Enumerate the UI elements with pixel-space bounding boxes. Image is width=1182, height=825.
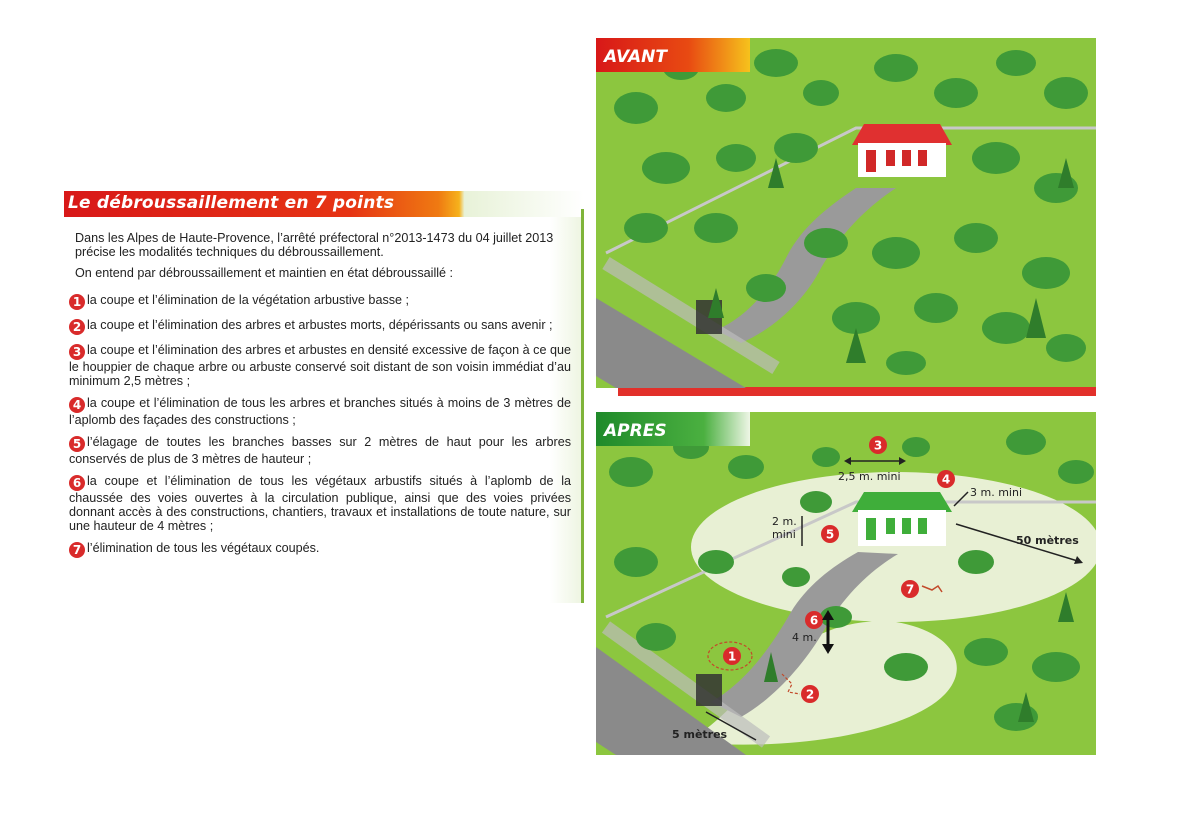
road-clearance-label: 4 m. [792, 631, 817, 644]
point-number-badge: 3 [69, 344, 85, 360]
point-item-6 [68, 474, 571, 533]
badge-5-text: 5 [825, 527, 835, 542]
house-window [918, 150, 927, 166]
avant-scene-svg [596, 38, 1096, 398]
panel-edge-line [581, 209, 584, 603]
house-window [886, 518, 895, 534]
badge-1-text: 1 [727, 649, 737, 664]
point-number-badge: 6 [69, 475, 85, 491]
point-item-7 [68, 541, 571, 558]
point-text: la coupe et l’élimination de tous les arbres et branches situés à moins de 3 mètres de l’aplomb des façades des constructions ; [69, 396, 571, 427]
bottom-red-bar [618, 387, 1096, 396]
avant-label: AVANT [604, 47, 667, 67]
point-number-badge: 1 [69, 294, 85, 310]
point-item-1 [68, 293, 571, 310]
house-window [902, 518, 911, 534]
badge-2-text: 2 [805, 687, 815, 702]
apres-label-banner [596, 412, 750, 446]
point-number-badge: 5 [69, 436, 85, 452]
house-door [866, 518, 876, 540]
spacing-label: 2,5 m. mini [838, 470, 901, 483]
panel-title: Le débroussaillement en 7 points [68, 193, 395, 213]
house-window [918, 518, 927, 534]
badge-3-text: 3 [873, 438, 883, 453]
point-text: l’élimination de tous les végétaux coupés. [87, 541, 320, 555]
panel-title-banner [64, 191, 584, 217]
point-text: la coupe et l’élimination des arbres et arbustes en densité excessive de façon à ce que le houppier de chaque arbre ou arbuste conservé soit distant de son voisin immédiat d’au minimum 2,5 mètres ; [69, 343, 571, 388]
apres-scene-svg [596, 412, 1096, 755]
avant-illustration [596, 38, 1096, 398]
point-number-badge: 4 [69, 397, 85, 413]
point-text: la coupe et l’élimination de tous les végétaux arbustifs situés à l’aplomb de la chaussée des voies ouvertes à la circulation publique, ainsi que des voies privées donnant accès à des constructions, chantiers, travaux et installations de toute nature, sur une hauteur de 4 mètres ; [69, 474, 571, 533]
point-item-5 [68, 435, 571, 466]
facade-distance-label: 3 m. mini [970, 486, 1023, 499]
intro-paragraph-1: Dans les Alpes de Haute-Provence, l’arrêté préfectoral n°2013-1473 du 04 juillet 2013 précise les modalités techniques du débroussaillement. [75, 231, 554, 259]
apres-illustration [596, 412, 1096, 755]
point-number-badge: 2 [69, 319, 85, 335]
house-door [866, 150, 876, 172]
apres-label: APRES [604, 421, 667, 441]
point-item-2 [68, 318, 571, 335]
road-width-label: 5 mètres [672, 728, 728, 741]
debroussaillement-info-panel [64, 191, 584, 603]
pruning-height-label-2: mini [772, 528, 796, 541]
point-text: la coupe et l’élimination de la végétation arbustive basse ; [87, 293, 410, 307]
house-window [902, 150, 911, 166]
points-list [68, 293, 571, 566]
gate [696, 674, 722, 706]
point-text: la coupe et l’élimination des arbres et arbustes morts, dépérissants ou sans avenir ; [87, 318, 553, 332]
avant-label-banner [596, 38, 750, 72]
point-number-badge: 7 [69, 542, 85, 558]
intro-text [75, 231, 569, 287]
point-item-3 [68, 343, 571, 388]
house-roof [852, 492, 952, 512]
house-roof [852, 124, 952, 145]
badge-7-text: 7 [905, 582, 915, 597]
badge-4-text: 4 [941, 472, 951, 487]
point-item-4 [68, 396, 571, 427]
house-window [886, 150, 895, 166]
intro-paragraph-2: On entend par débroussaillement et maintien en état débroussaillé : [75, 266, 454, 280]
pruning-height-label: 2 m. [772, 515, 797, 528]
badge-6-text: 6 [809, 613, 819, 628]
clearing-radius-label: 50 mètres [1016, 534, 1079, 547]
point-text: l’élagage de toutes les branches basses sur 2 mètres de haut pour les arbres conservés de plus de 3 mètres de hauteur ; [69, 435, 571, 466]
